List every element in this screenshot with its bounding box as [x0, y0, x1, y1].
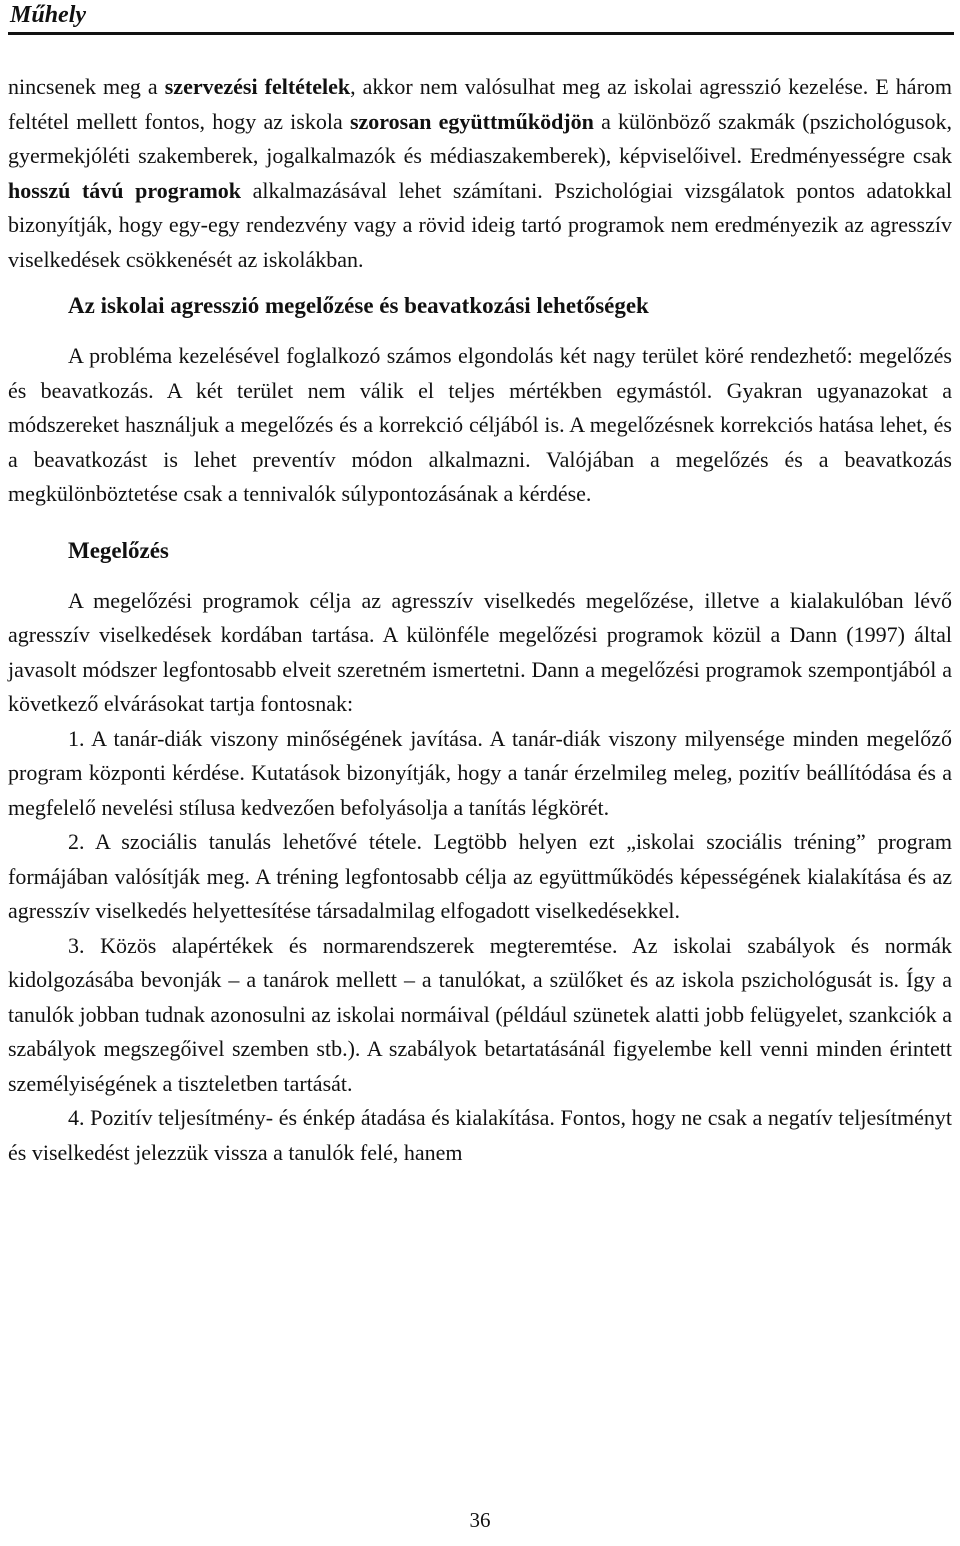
paragraph-section1: A probléma kezelésével foglalkozó számos elgondolás két nagy terület köré rendezhető: megelőzés és beavatkozás. A két terület nem válik el teljes mértékben egymástól. Gyakran ugyanazokat a módszereket használjuk a megelőzés és a korrekció céljából is. A megelőzésnek korrekciós hatása lehet, és a beavatkozást is lehet preventív módon alkalmazni. Valójában a megelőzés és a beavatkozás megkülönböztetése csak a tennivalók súlypontozásának a kérdése.	[8, 343, 952, 506]
list-item: 2. A szociális tanulás lehetővé tétele. Legtöbb helyen ezt „iskolai szociális tréning” program formájában valósítják meg. A tréning legfontosabb célja az együttműködés képességének kialakítása és az agresszív viselkedés helyettesítése társadalmilag elfogadott viselkedésekkel.	[8, 829, 952, 923]
list-item: 4. Pozitív teljesítmény- és énkép átadása és kialakítása. Fontos, hogy ne csak a negatív teljesítményt és viselkedést jelezzük vissza a tanulók felé, hanem	[8, 1105, 952, 1165]
text-run: , akkor nem valósulhat meg az iskolai agresszió kezelése. E három feltétel mellett fontos, hogy az iskola	[8, 74, 953, 134]
header-rule	[8, 32, 954, 35]
list-item: 1. A tanár-diák viszony minőségének javítása. A tanár-diák viszony milyensége minden megelőző program központi kérdése. Kutatások bizonyítják, hogy a tanár érzelmileg meleg, pozitív beállítódása és a megfelelő nevelési stílusa kedvezően befolyásolja a tanítás légkörét.	[8, 725, 952, 820]
bold-term: szervezési feltételek	[164, 74, 351, 99]
page-body	[8, 70, 952, 1170]
page-number: 36	[469, 1508, 491, 1532]
running-head: Műhely	[10, 2, 87, 28]
list-item: 3. Közös alapértékek és normarendszerek megteremtése. Az iskolai szabályok és normák kidolgozásába bevonják – a tanárok mellett – a tanulókat, a szülőket és az iskola pszichológusát is. Így a tanulók jobban tudnak azonosulni az iskolai normáival (például szünetek alatti jobb felügyelet, szankciók a szabályok megszegőivel szemben stb.). A szabályok betartatásánál figyelembe kell venni minden érintett személyiségének a tiszteletben tartását.	[8, 932, 952, 1096]
text-run: nincsenek meg a	[8, 74, 165, 99]
text-run: alkalmazásával lehet számítani. Pszichológiai vizsgálatok pontos adatokkal bizonyítják, hogy egy-egy rendezvény vagy a rövid ideig tartó programok nem eredményezik az agresszív viselkedések csökkenését az iskolákban.	[8, 177, 952, 272]
paragraph-prevention-intro: A megelőzési programok célja az agresszív viselkedés megelőzése, illetve a kialakulóban lévő agresszív viselkedések kordában tartása. A különféle megelőzési programok közül a Dann (1997) által javasolt módszer legfontosabb elveit szeretném ismertetni. Dann a megelőzési programok szempontjából a következő elvárásokat tartja fontosnak:	[8, 587, 952, 716]
subsection-heading: Megelőzés	[68, 537, 169, 563]
bold-term: szorosan együttműködjön	[349, 108, 594, 134]
bold-term: hosszú távú programok	[8, 177, 242, 203]
paragraph-intro	[8, 70, 952, 277]
text-run: a különböző szakmák (pszichológusok, gyermekjóléti szakemberek, jogalkalmazók és médiaszakemberek), képviselőivel. Eredményességre csak	[8, 108, 952, 168]
section-heading: Az iskolai agresszió megelőzése és beavatkozási lehetőségek	[68, 293, 649, 318]
